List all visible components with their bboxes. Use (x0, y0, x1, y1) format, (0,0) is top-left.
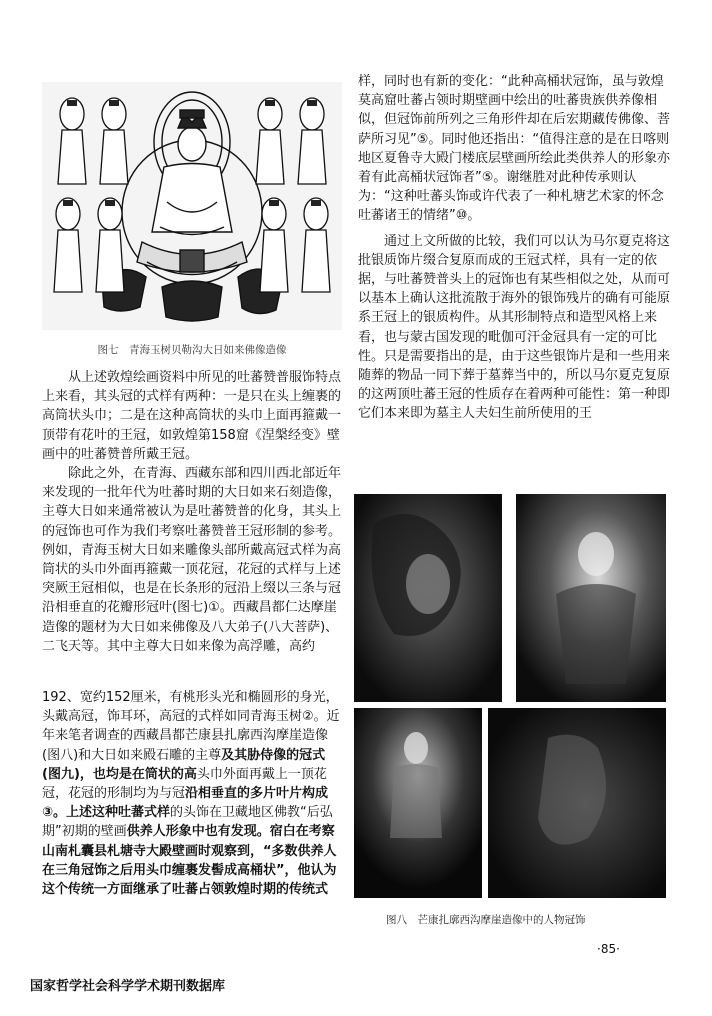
paragraph: 样，同时也有新的变化：“此种高桶状冠饰，虽与敦煌莫高窟吐蕃占领时期壁画中绘出的吐蕃贵族供养像相似，但冠饰前所列之三角形件却在后宏期藏传佛像、菩萨所习见”⑤。同时他还指出：“值得注意的是在日喀则地区夏鲁寺大殿门楼底层壁画所绘此类供养人的形象亦着有此高桶状冠饰者”⑤。谢继胜对此种传承则认为：“这种吐蕃头饰或许代表了一种札塘艺术家的怀念吐蕃诸王的情绪”⑩。 (358, 74, 671, 224)
photo-rock-carving (488, 708, 666, 898)
left-text-column-continued (42, 688, 342, 899)
paragraph-text: 的头饰在卫藏地区佛教“后弘期”初期的壁画 (42, 805, 333, 840)
page-number: ·85· (597, 942, 620, 956)
paragraph-text: 192、宽约152厘米，有桃形头光和椭圆形的身光，头戴高冠，饰耳环，高冠的式样如同青海玉树②。近年来笔者调查的西藏昌都芒康县扎廓西沟摩崖造像(图八)和大日如来殿石雕的主尊 (42, 690, 340, 763)
paragraph: 从上述敦煌绘画资料中所见的吐蕃赞普服饰特点上来看，其头冠的式样有两种：一是只在头上缠裹的高筒状头巾；二是在这种高筒状的头巾上面再箍戴一顶带有花叶的王冠，如敦煌第158窟《涅槃经变》壁画中的吐蕃赞普所戴王冠。 (42, 370, 342, 462)
paragraph-text-bold: 及其胁侍像的冠式(图九)，也均是在筒状的高 (42, 747, 326, 782)
photo-rock-carving (516, 494, 666, 702)
left-text-column (42, 368, 342, 656)
paragraph-text-bold: 沿相垂直的多片叶片构成③。上述这种吐蕃式样 (42, 786, 329, 821)
figure8-caption: 图八 芒康扎廓西沟摩崖造像中的人物冠饰 (386, 914, 586, 926)
photo-rock-carving (354, 494, 502, 702)
figure7-caption: 图七 青海玉树贝勒沟大日如来佛像造像 (97, 344, 287, 356)
paragraph: 除此之外，在青海、西藏东部和四川西北部近年来发现的一批年代为吐蕃时期的大日如来石刻造像，主尊大日如来通常被认为是吐蕃赞普的化身，其头上的冠饰也可作为我们考察吐蕃赞普王冠形制的参考。例如，青海玉树大日如来雕像头部所戴高冠式样为高筒状的头巾外面再箍戴一顶花冠，花冠的式样与上述突厥王冠相似，也是在长条形的冠沿上缀以三条与冠沿相垂直的花瓣形冠叶(图七)①。西藏昌都仁达摩崖造像的题材为大日如来佛像及八大弟子(八大菩萨)、二飞天等。其中主尊大日如来像为高浮雕，高约 (42, 466, 342, 654)
paragraph-text-bold: 供养人形象中也有发现。宿白在考察山南札囊县札塘寺大殿壁画时观察到，“多数供养人在三角冠饰之后用头巾缠裹发髻成高桶状”，他认为这个传统一方面继承了吐蕃占领敦煌时期的传统式 (42, 824, 337, 898)
photo-rock-carving (354, 708, 482, 898)
figure8-photos (350, 494, 670, 902)
paragraph: 通过上文所做的比较，我们可以认为马尔夏克将这批银质饰片缀合复原而成的王冠式样，具有一定的依据，与吐蕃赞普头上的冠饰也有某些相似之处，从而可以基本上确认这批流散于海外的银饰残片的确有可能原系王冠上的银质构件。从其形制特点和造型风格上来看，也与蒙古国发现的毗伽可汗金冠具有一定的可比性。只是需要指出的是，由于这些银饰片是和一些用来随葬的物品一同下葬于墓葬当中的，所以马尔夏克复原的这两顶吐蕃王冠的性质存在着两种可能性：第一种即它们本来即为墓主人夫妇生前所使用的王 (358, 233, 671, 422)
right-text-column (358, 72, 670, 424)
paragraph-text: 头巾外面再戴上一顶花冠，花冠的形制均为与冠 (42, 766, 327, 802)
figure7-illustration (42, 82, 342, 330)
footer-database-name: 国家哲学社会科学学术期刊数据库 (30, 979, 226, 994)
